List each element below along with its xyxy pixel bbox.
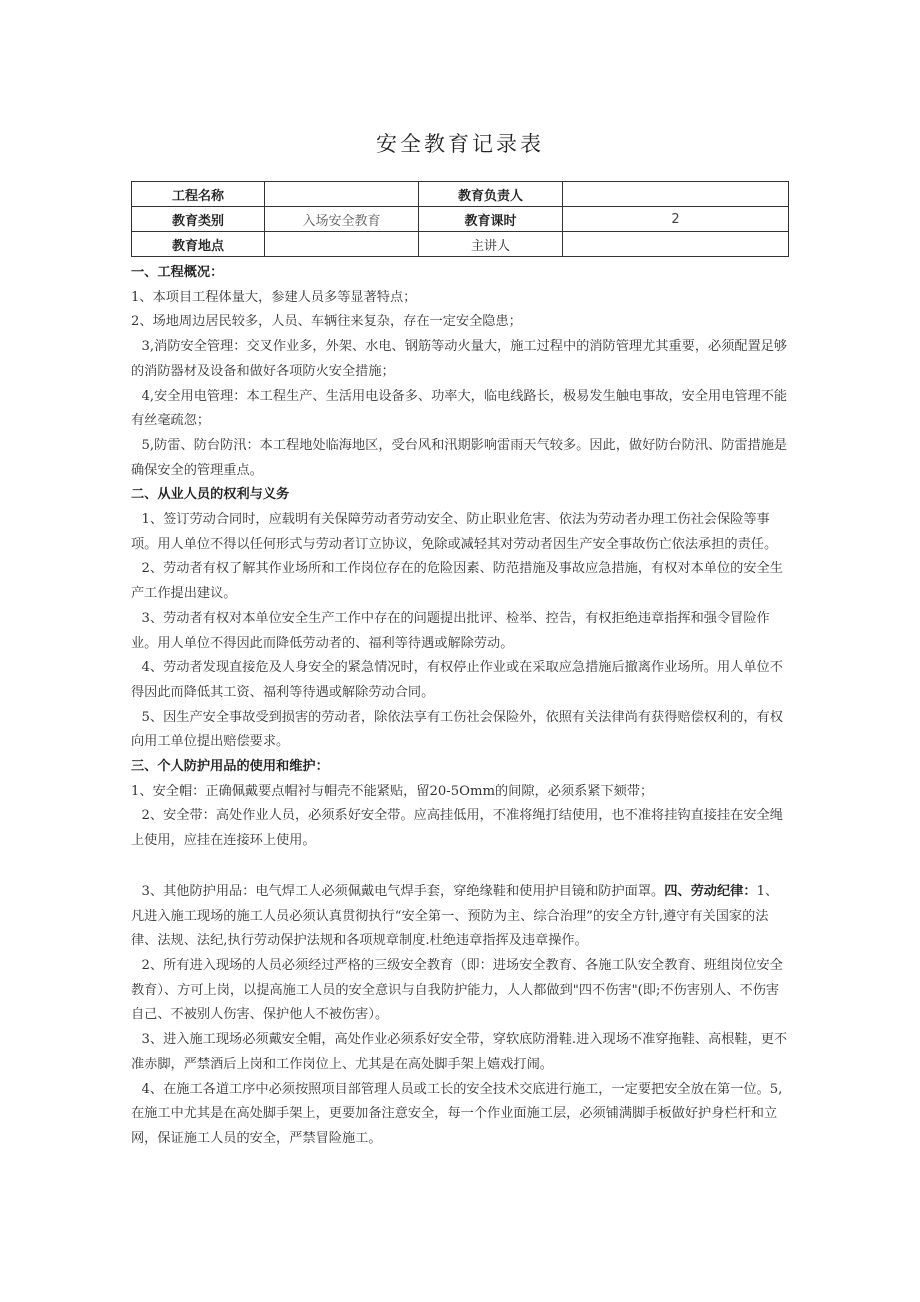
page-title: 安全教育记录表	[376, 132, 544, 156]
paragraph: 4,安全用电管理：本工程生产、生活用电设备多、功率大，临电线路长，极易发生触电事故，安全用电管理不能有丝毫疏忽；	[131, 388, 788, 429]
lecturer-value	[563, 232, 789, 257]
paragraph: 5、因生产安全事故受到损害的劳动者，除依法享有工伤社会保险外，依照有关法律尚有获得赔偿权利的，有权向用工单位提出赔偿要求。	[131, 709, 783, 750]
paragraph-text: 4、在施工各道工序中必须按照项目部管理人员或工长的安全技术交底进行施工，一定要把安全放在第一位。	[141, 1081, 770, 1097]
class-hours-label: 教育课时	[419, 207, 563, 232]
education-location-value	[265, 232, 419, 257]
paragraph: 1、签订劳动合同时，应载明有关保障劳动者劳动安全、防止职业危害、依法为劳动者办理工伤社会保险等事项。用人单位不得以任何形式与劳动者订立协议，免除或减轻其对劳动者因生产安全事故伤亡依法承担的责任。	[131, 512, 778, 552]
section-heading: 三、个人防护用品的使用和维护：	[131, 759, 329, 775]
paragraph: 3,消防安全管理：交叉作业多，外架、水电、钢筋等动火量大，施工过程中的消防管理尤其重要，必须配置足够的消防器材及设备和做好各项防火安全措施；	[131, 339, 788, 379]
class-hours-value: 2	[563, 207, 789, 232]
paragraph: 4、劳动者发现直接危及人身安全的紧急情况时，有权停止作业或在采取应急措施后撤离作业场所。用人单位不得因此而降低其工资、福利等待遇或解除劳动合同。	[131, 660, 783, 700]
table-row	[132, 232, 789, 257]
table-row	[132, 207, 789, 232]
document-body	[131, 261, 791, 1152]
paragraph	[131, 880, 791, 954]
paragraph-text: 1、凡进入施工现场的施工人员必须认真贯彻执行“安全第一、预防为主、综合治理”的安全方针,遵守有关国家的法律、法规、法纪,执行劳动保护法规和各项规章制度.杜绝违章指挥及违章操作。	[131, 883, 779, 949]
education-lead-label: 教育负责人	[419, 182, 563, 207]
paragraph: 2、场地周边居民较多，人员、车辆往来复杂，存在一定安全隐患；	[131, 314, 522, 330]
paragraph-text: 5,在施工中尤其是在高处脚手架上，更要加备注意安全，每一个作业面施工层，必须铺满脚手板做好护身栏杆和立网，保证施工人员的安全，严禁冒险施工。	[131, 1081, 783, 1146]
section-heading: 二、从业人员的权利与义务	[131, 487, 290, 503]
education-lead-value	[563, 182, 789, 207]
paragraph: 2、安全带：高处作业人员，必须系好安全带。应高挂低用，不准将绳打结使用，也不准将挂钩直接挂在安全绳上使用，应挂在连接环上使用。	[131, 808, 783, 849]
education-type-value: 入场安全教育	[265, 207, 419, 232]
table-row	[132, 182, 789, 207]
section-heading: 四、劳动纪律：	[664, 883, 757, 899]
paragraph-text: 3、其他防护用品：电气焊工人必须佩戴电气焊手套，穿绝缘鞋和使用护目镜和防护面罩。	[141, 883, 665, 899]
education-type-label: 教育类别	[132, 207, 265, 232]
education-location-label: 教育地点	[132, 232, 265, 257]
paragraph: 2、劳动者有权了解其作业场所和工作岗位存在的危险因素、防范措施及事故应急措施，有权对本单位的安全生产工作提出建议。	[131, 561, 783, 602]
paragraph: 5,防雷、防台防汛：本工程地处临海地区，受台风和汛期影响雷雨天气较多。因此，做好防台防汛、防雷措施是确保安全的管理重点。	[131, 437, 788, 478]
lecturer-label: 主讲人	[419, 232, 563, 257]
paragraph: 2、所有进入现场的人员必须经过严格的三级安全教育（即：进场安全教育、各施工队安全教育、班组岗位安全教育）、方可上岗，以提高施工人员的安全意识与自我防护能力，人人都做到"四不伤害"(即;不伤害别人、不伤害自己、不被别人伤害、保护他人不被伤害）。	[131, 957, 783, 1023]
paragraph	[131, 1078, 791, 1152]
paragraph: 3、进入施工现场必须戴安全帽，高处作业必须系好安全带，穿软底防滑鞋.进入现场不准穿拖鞋、高根鞋，更不准赤脚，严禁酒后上岗和工作岗位上、尤其是在高处脚手架上嬉戏打闹。	[131, 1032, 788, 1072]
paragraph: 3、劳动者有权对本单位安全生产工作中存在的问题提出批评、检举、控告，有权拒绝违章指挥和强令冒险作业。用人单位不得因此而降低劳动者的、福利等待遇或解除劳动。	[131, 610, 770, 651]
project-name-label: 工程名称	[132, 182, 265, 207]
spacer	[131, 854, 791, 880]
project-name-value	[265, 182, 419, 207]
paragraph: 1、本项目工程体量大，参建人员多等显著特点；	[131, 289, 417, 305]
section-heading: 一、工程概况：	[131, 265, 224, 280]
paragraph: 1、安全帽：正确佩戴要点帽衬与帽壳不能紧贴，留20-5Omm的间隙，必须系紧下颏带；	[131, 783, 654, 799]
info-table	[131, 181, 789, 257]
